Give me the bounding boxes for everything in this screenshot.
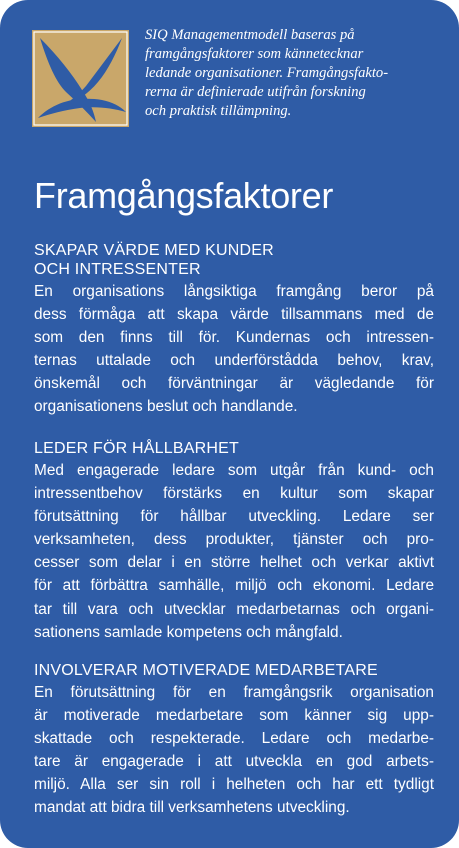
body-line: dess förmåga att skapa värde tillsammans med de [34,306,434,324]
body-line: önskemål och förväntningar är vägledande för [34,375,434,393]
body-line: som den finns till för. Kundernas och intressen- [34,329,434,347]
body-line: tare är engagerade i att utveckla en god arbets- [34,753,434,771]
body-line: tar till vara och utvecklar medarbetarnas och organi- [34,600,434,618]
intro-line: SIQ Managementmodell baseras på [145,27,355,43]
section-hallbarhet [34,439,434,644]
body-line: miljö. Alla ser sin roll i helheten och har ett tydligt [34,776,434,794]
siq-logo-icon [32,30,129,127]
intro-line: och praktisk tillämpning. [145,103,292,119]
intro-text [145,26,445,121]
intro-line: ledande organisationer. Framgångsfakto- [145,65,389,81]
body-line: organisationens beslut och handlande. [34,398,298,416]
section-medarbetare [34,661,434,820]
section-heading [34,241,434,279]
heading-line: INVOLVERAR MOTIVERADE MEDARBETARE [34,662,378,679]
heading-line: LEDER FÖR HÅLLBARHET [34,440,239,457]
body-line: mandat att bidra till verksamhetens utveckling. [34,799,350,817]
body-line: skattade och respekterade. Ledare och medarbe- [34,730,434,748]
intro-line: framgångsfaktorer som kännetecknar [145,46,364,62]
section-body [34,681,434,820]
section-body [34,459,434,644]
body-line: sationens samlade kompetens och mångfald. [34,623,343,641]
body-line: är motiverade medarbetare som känner sig upp- [34,707,434,725]
intro-line: rerna är definierade utifrån forskning [145,84,366,100]
body-line: Med engagerade ledare som utgår från kund- och [34,462,434,479]
body-line: verksamheten, dess produkter, tjänster och pro- [34,531,434,549]
body-line: intressentbehov förstärks en kultur som skapar [34,485,434,503]
section-heading [34,661,434,680]
body-line: förutsättning för hållbar utveckling. Ledare ser [34,508,434,526]
section-kunder [34,241,434,419]
heading-line: OCH INTRESSENTER [34,261,201,278]
body-line: En förutsättning för en framgångsrik organisation [34,684,434,701]
body-line: En organisations långsiktiga framgång beror på [34,283,434,300]
section-body [34,280,434,419]
section-heading [34,439,434,458]
page-title: Framgångsfaktorer [34,175,334,216]
heading-line: SKAPAR VÄRDE MED KUNDER [34,242,274,259]
body-line: för att förbättra samhälle, miljö och ekonomi. Ledare [34,577,434,595]
body-line: cesser som delar i en större helhet och verkar aktivt [34,554,434,572]
body-line: ternas uttalade och underförstådda behov, krav, [34,352,434,370]
